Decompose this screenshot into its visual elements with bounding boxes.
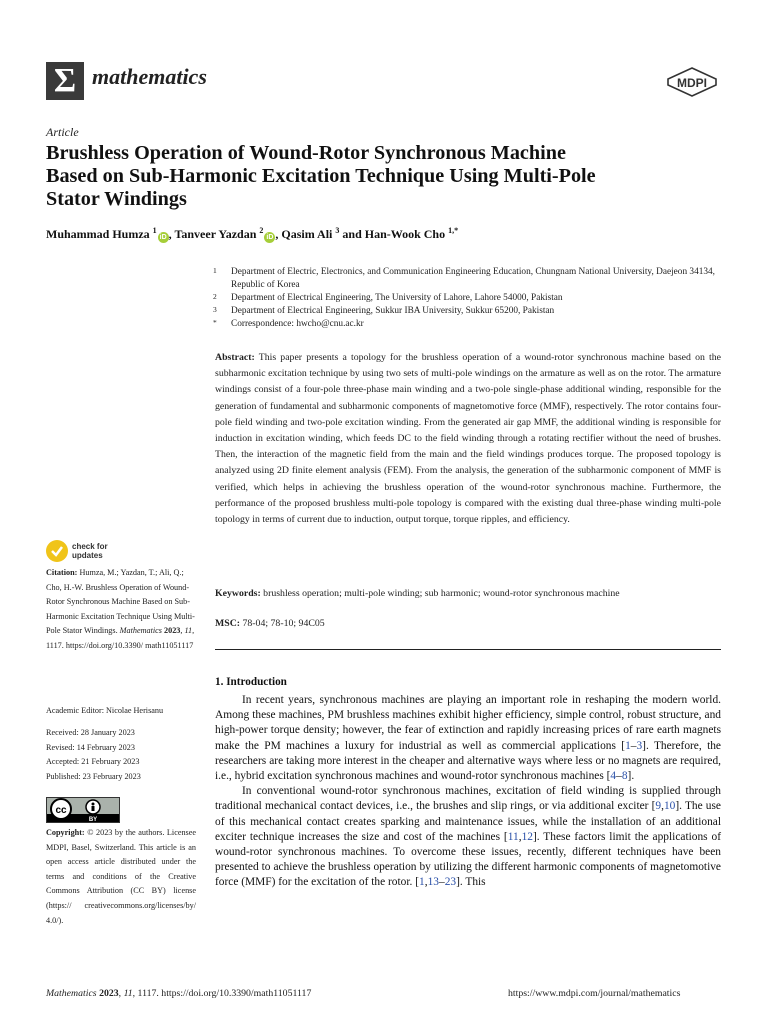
check-for-updates[interactable] — [46, 540, 108, 562]
citation-block: Citation: Humza, M.; Yazdan, T.; Ali, Q.; Cho, H.-W. Brushless Operation of Wound-Rotor Synchronous Machine Based on Sub-Harmonic Excitation Technique Using Multi-Pole Stator Windings. Mathematics 2023, 11, 1117. https://doi.org/10.3390/ math11051117 — [46, 568, 195, 650]
orcid-icon[interactable]: iD — [159, 234, 167, 241]
mdpi-logo[interactable] — [666, 67, 718, 97]
copyright-notice: Copyright: © 2023 by the authors. Licensee MDPI, Basel, Switzerland. This article is an open access article distributed under the terms and conditions of the Creative Commons Attribution (CC BY) license (https:// creativecommons.org/licenses/by/ 4.0/). — [46, 828, 197, 925]
date-published: Published: 23 February 2023 — [46, 771, 141, 781]
citation-link[interactable]: 11 — [507, 830, 519, 843]
updates-label: updates — [72, 551, 103, 560]
abstract: Abstract: This paper presents a topology for the brushless operation of a wound-rotor synchronous machine based on the subharmonic excitation technique by using two sets of multi-pole windings on the armature as well as on the rotor. The armature windings consist of a four-pole three-phase main winding and a two-pole single-phase additional winding, responsible for the generation of fundamental and subharmonic components of magnetomotive force (MMF), respectively. The rotor contains four-pole field winding and two-pole excitation winding. From the generated air gap MMF, the additional winding is responsible for induction in excitation winding, which feeds DC to the field winding through a rotating rectifier without the need of brushes. Then, the interaction of the magnetic field from the main and the field windings produces torque. The proposed topology is analyzed using 2D finite element analysis (FEM). From the analysis, the generation of the subharmonic component of MMF is verified, which helps in achieving the brushless operation of the wound-rotor synchronous machine. Furthermore, the performance of the proposed brushless multi-pole topology is compared with the existing dual three-phase winding multi-pole topology in terms of current due to induction, output torque, torque ripples, and efficiency. — [215, 352, 721, 526]
title-line: Based on Sub-Harmonic Excitation Technique Using Multi-Pole — [46, 165, 596, 187]
affiliation: 3 Department of Electrical Engineering, Sukkur IBA University, Sukkur 65200, Pakistan — [213, 305, 555, 316]
footer-citation: Mathematics 2023, 11, 1117. https://doi.org/10.3390/math11051117 — [46, 988, 312, 999]
orcid-icon[interactable]: iD — [266, 234, 274, 241]
citation-link[interactable]: 4 — [610, 770, 617, 783]
date-revised: Revised: 14 February 2023 — [46, 742, 135, 752]
paragraph: In recent years, synchronous machines are playing an important role in reshaping the modern world. Among these machines, PM brushless machines exhibit higher efficiency, simple control, robust structure, and high-power torque density; however, the fear of extinction and rapidly increasing prices of rare earth magnets make the PM machines a luxury for industrial as well as commercial applications [1–3]. Therefore, the researchers are taking more interest in the cheaper and alternative ways where less or no magnets are required, i.e., hybrid excitation synchronous machines and wound-rotor synchronous machines [4–8]. — [215, 694, 721, 783]
correspondence: * Correspondence: hwcho@cnu.ac.kr — [213, 318, 364, 329]
citation-link[interactable]: 23 — [444, 876, 457, 889]
citation-link[interactable]: 12 — [521, 830, 533, 843]
citation-link[interactable]: 3 — [636, 739, 643, 752]
cc-by-license-badge[interactable] — [46, 797, 120, 823]
divider — [215, 649, 721, 650]
journal-logo — [46, 62, 84, 100]
affiliations — [213, 266, 733, 331]
check-label: check for — [72, 542, 108, 551]
publication-dates — [46, 726, 196, 784]
author[interactable]: Han-Wook Cho $^{1,*}$ — [364, 226, 459, 241]
author[interactable]: Tanveer Yazdan $^2$ — [174, 226, 264, 241]
footer-journal-url[interactable]: https://www.mdpi.com/journal/mathematics — [508, 988, 681, 999]
affiliation: 1 Department of Electric, Electronics, and Communication Engineering Education, Chungnam National University, Daejeon 34134, Republic of Korea — [213, 266, 715, 290]
citation-link[interactable]: 13 — [427, 876, 439, 889]
citation-link[interactable]: 1 — [419, 876, 425, 889]
section-heading: 1. Introduction — [215, 676, 287, 688]
sigma-icon: Σ — [53, 62, 77, 99]
date-received: Received: 28 January 2023 — [46, 728, 135, 737]
by-icon: BY — [88, 817, 98, 822]
citation-link[interactable]: 8 — [621, 770, 628, 783]
citation-link[interactable]: 1 — [625, 739, 631, 752]
citation-link[interactable]: 10 — [663, 800, 676, 813]
mdpi-text: MDPI — [677, 76, 707, 90]
paragraph: In conventional wound-rotor synchronous machines, excitation of field winding is supplied through traditional mechanical contact devices, i.e., the brushes and slip rings, or via additional exciter [9,10]. The use of this mechanical contact creates sparking and maintenance issues, while the installation of an additional exciter technique increases the size and cost of the machines [11,12]. These factors limit the applications of wound-rotor synchronous machines. To overcome these issues, recently, different techniques have been presented to achieve the brushless operation by utilizing the different harmonic components of magnetomotive force (MMF) for the excitation of the rotor. [1,13–23]. This — [215, 785, 721, 889]
author[interactable]: Muhammad Humza $^1$ — [46, 226, 157, 241]
article-title — [46, 142, 726, 211]
date-accepted: Accepted: 21 February 2023 — [46, 757, 140, 767]
cc-icon: cc — [55, 805, 67, 816]
msc-codes: MSC: 78-04; 78-10; 94C05 — [215, 618, 325, 629]
author-list: Muhammad Humza $^1$iD , Tanveer Yazdan $^2$iD , Qasim Ali $^3$ and Han-Wook Cho $^{1,*}$ — [46, 226, 459, 241]
journal-name[interactable]: mathematics — [92, 64, 207, 89]
title-line: Brushless Operation of Wound-Rotor Synchronous Machine — [46, 142, 566, 164]
checkmark-icon — [46, 540, 68, 562]
title-line: Stator Windings — [46, 188, 187, 210]
article-type: Article — [46, 125, 79, 139]
author[interactable]: Qasim Ali $^3$ — [281, 226, 340, 241]
introduction-body — [215, 693, 721, 891]
academic-editor: Academic Editor: Nicolae Herisanu — [46, 706, 164, 715]
keywords: Keywords: brushless operation; multi-pole winding; sub harmonic; wound-rotor synchronous machine — [215, 588, 620, 599]
citation-link[interactable]: 9 — [655, 800, 662, 813]
affiliation: 2 Department of Electrical Engineering, The University of Lahore, Lahore 54000, Pakistan — [213, 292, 563, 303]
